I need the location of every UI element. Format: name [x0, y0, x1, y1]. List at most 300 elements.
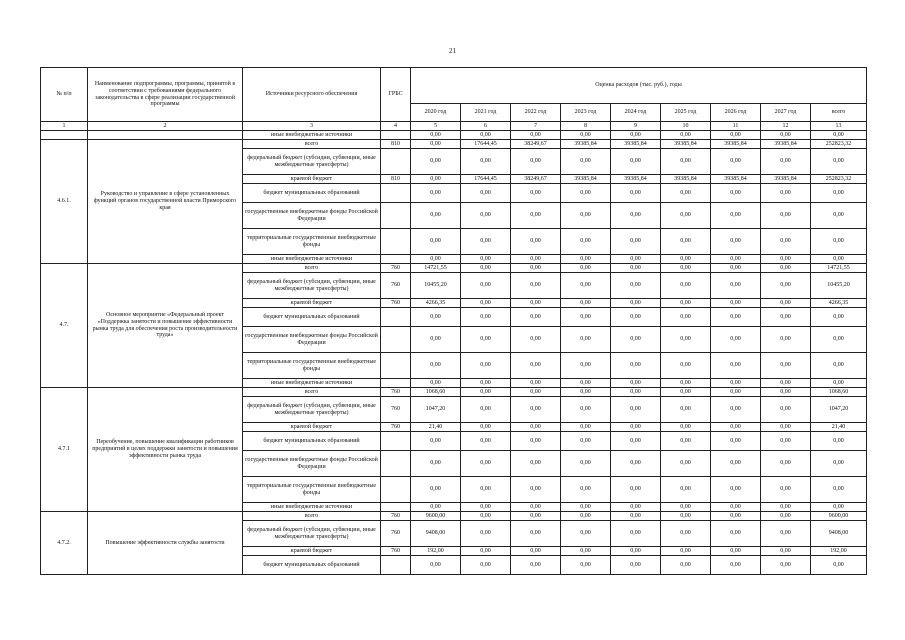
value-cell: 39385,84 [661, 175, 711, 184]
value-cell: 0,00 [511, 451, 561, 477]
header-year: 2026 год [711, 104, 761, 122]
value-cell: 0,00 [711, 388, 761, 397]
value-cell: 252823,32 [811, 140, 867, 149]
value-cell: 14721,55 [411, 264, 461, 273]
value-cell: 17644,45 [461, 140, 511, 149]
value-cell: 0,00 [461, 255, 511, 264]
value-cell: 0,00 [511, 512, 561, 521]
value-cell: 0,00 [811, 432, 867, 451]
value-cell: 0,00 [461, 388, 511, 397]
grbs-code [381, 353, 411, 379]
value-cell: 0,00 [511, 556, 561, 575]
section-number: 4.7. [41, 264, 88, 388]
funding-source: федеральный бюджет (субсидии, субвенции, иные межбюджетные трансферты) [243, 273, 381, 299]
value-cell: 0,00 [561, 353, 611, 379]
value-cell: 0,00 [611, 255, 661, 264]
section-number: 4.7.2. [41, 512, 88, 575]
value-cell: 39385,84 [711, 140, 761, 149]
grbs-code: 760 [381, 273, 411, 299]
value-cell: 10455,20 [411, 273, 461, 299]
value-cell: 0,00 [811, 131, 867, 140]
value-cell: 39385,84 [611, 140, 661, 149]
funding-source: территориальные государственные внебюджетные фонды [243, 229, 381, 255]
value-cell: 0,00 [561, 149, 611, 175]
value-cell: 0,00 [561, 273, 611, 299]
value-cell: 0,00 [411, 140, 461, 149]
value-cell: 4266,35 [811, 299, 867, 308]
grbs-code: 810 [381, 175, 411, 184]
header-index: 3 [243, 122, 381, 131]
section-number: 4.6.1. [41, 140, 88, 264]
value-cell: 0,00 [711, 397, 761, 423]
value-cell: 39385,84 [761, 140, 811, 149]
grbs-code: 760 [381, 512, 411, 521]
value-cell: 0,00 [761, 308, 811, 327]
value-cell: 0,00 [711, 423, 761, 432]
grbs-code [381, 477, 411, 503]
value-cell: 0,00 [711, 503, 761, 512]
value-cell: 0,00 [661, 521, 711, 547]
value-cell: 0,00 [611, 423, 661, 432]
value-cell: 0,00 [761, 477, 811, 503]
funding-source: бюджет муниципальных образований [243, 432, 381, 451]
value-cell: 0,00 [711, 255, 761, 264]
value-cell: 0,00 [411, 379, 461, 388]
value-cell: 0,00 [511, 131, 561, 140]
value-cell: 0,00 [511, 203, 561, 229]
value-cell: 0,00 [811, 556, 867, 575]
value-cell: 0,00 [561, 432, 611, 451]
value-cell: 0,00 [711, 521, 761, 547]
value-cell: 1047,20 [811, 397, 867, 423]
value-cell: 0,00 [611, 131, 661, 140]
grbs-code [381, 432, 411, 451]
value-cell: 0,00 [411, 131, 461, 140]
value-cell: 0,00 [761, 423, 811, 432]
value-cell: 0,00 [461, 327, 511, 353]
value-cell: 0,00 [711, 299, 761, 308]
value-cell: 0,00 [611, 184, 661, 203]
value-cell: 0,00 [611, 503, 661, 512]
value-cell: 0,00 [511, 299, 561, 308]
value-cell: 252823,32 [811, 175, 867, 184]
section-name: Руководство и управление в сфере установленных функций органов государственной власти Приморского края [88, 140, 243, 264]
value-cell: 21,40 [411, 423, 461, 432]
funding-source: федеральный бюджет (субсидии, субвенции, иные межбюджетные трансферты) [243, 149, 381, 175]
value-cell: 0,00 [561, 503, 611, 512]
value-cell: 0,00 [661, 397, 711, 423]
value-cell: 0,00 [711, 273, 761, 299]
value-cell: 0,00 [761, 547, 811, 556]
value-cell: 0,00 [661, 388, 711, 397]
value-cell: 0,00 [661, 327, 711, 353]
value-cell: 0,00 [761, 229, 811, 255]
value-cell: 0,00 [811, 353, 867, 379]
grbs-code: 760 [381, 547, 411, 556]
value-cell: 0,00 [611, 353, 661, 379]
value-cell: 0,00 [461, 299, 511, 308]
value-cell: 0,00 [761, 353, 811, 379]
header-year: 2021 год [461, 104, 511, 122]
value-cell: 0,00 [761, 512, 811, 521]
value-cell: 0,00 [461, 273, 511, 299]
value-cell: 0,00 [811, 451, 867, 477]
value-cell: 0,00 [561, 379, 611, 388]
header-index: 4 [381, 122, 411, 131]
header-estimate-group: Оценка расходов (тыс. руб.), годы [411, 68, 867, 104]
value-cell: 0,00 [611, 308, 661, 327]
funding-source: краевой бюджет [243, 547, 381, 556]
header-year: 2027 год [761, 104, 811, 122]
value-cell: 0,00 [761, 184, 811, 203]
value-cell: 1068,60 [811, 388, 867, 397]
value-cell: 0,00 [461, 308, 511, 327]
value-cell: 0,00 [461, 451, 511, 477]
value-cell: 0,00 [761, 556, 811, 575]
funding-source: государственные внебюджетные фонды Российской Федерации [243, 327, 381, 353]
funding-source: краевой бюджет [243, 299, 381, 308]
funding-source: территориальные государственные внебюджетные фонды [243, 477, 381, 503]
value-cell: 0,00 [661, 503, 711, 512]
funding-source: бюджет муниципальных образований [243, 184, 381, 203]
value-cell: 0,00 [661, 556, 711, 575]
funding-source: бюджет муниципальных образований [243, 556, 381, 575]
value-cell: 0,00 [461, 131, 511, 140]
funding-source: государственные внебюджетные фонды Российской Федерации [243, 203, 381, 229]
value-cell: 0,00 [411, 556, 461, 575]
value-cell: 0,00 [661, 308, 711, 327]
value-cell: 0,00 [711, 229, 761, 255]
header-index: 11 [711, 122, 761, 131]
grbs-code [381, 327, 411, 353]
value-cell: 0,00 [511, 432, 561, 451]
value-cell: 1068,60 [411, 388, 461, 397]
value-cell: 21,40 [811, 423, 867, 432]
funding-source: краевой бюджет [243, 175, 381, 184]
grbs-code: 760 [381, 423, 411, 432]
value-cell: 192,00 [411, 547, 461, 556]
funding-source: всего [243, 140, 381, 149]
header-index: 6 [461, 122, 511, 131]
value-cell: 0,00 [611, 379, 661, 388]
grbs-code [381, 556, 411, 575]
value-cell: 0,00 [611, 556, 661, 575]
value-cell: 0,00 [761, 397, 811, 423]
value-cell: 9600,00 [811, 512, 867, 521]
grbs-code: 760 [381, 264, 411, 273]
value-cell: 0,00 [561, 477, 611, 503]
value-cell: 0,00 [661, 477, 711, 503]
value-cell: 0,00 [561, 203, 611, 229]
row-number [41, 131, 88, 140]
value-cell: 0,00 [511, 264, 561, 273]
value-cell: 0,00 [561, 556, 611, 575]
value-cell: 0,00 [661, 131, 711, 140]
value-cell: 0,00 [761, 432, 811, 451]
value-cell: 0,00 [761, 255, 811, 264]
page-number: 21 [449, 47, 456, 55]
value-cell: 0,00 [811, 503, 867, 512]
funding-source: федеральный бюджет (субсидии, субвенции, иные межбюджетные трансферты) [243, 521, 381, 547]
value-cell: 0,00 [661, 353, 711, 379]
value-cell: 0,00 [711, 556, 761, 575]
value-cell: 0,00 [611, 149, 661, 175]
header-index: 2 [88, 122, 243, 131]
value-cell: 0,00 [761, 203, 811, 229]
funding-source: иные внебюджетные источники [243, 255, 381, 264]
value-cell: 4266,35 [411, 299, 461, 308]
value-cell: 39385,84 [611, 175, 661, 184]
value-cell: 0,00 [711, 379, 761, 388]
funding-source: краевой бюджет [243, 423, 381, 432]
table-row [41, 388, 867, 397]
value-cell: 0,00 [411, 451, 461, 477]
value-cell: 0,00 [411, 353, 461, 379]
funding-source: территориальные государственные внебюджетные фонды [243, 353, 381, 379]
header-year: всего [811, 104, 867, 122]
value-cell: 0,00 [411, 203, 461, 229]
grbs-code: 760 [381, 299, 411, 308]
value-cell: 17644,45 [461, 175, 511, 184]
value-cell: 0,00 [761, 451, 811, 477]
value-cell: 0,00 [511, 273, 561, 299]
value-cell: 0,00 [761, 503, 811, 512]
header-grbs: ГРБС [381, 68, 411, 122]
funding-source: иные внебюджетные источники [243, 379, 381, 388]
value-cell: 0,00 [811, 149, 867, 175]
value-cell: 0,00 [461, 556, 511, 575]
grbs-code [381, 503, 411, 512]
value-cell: 0,00 [561, 423, 611, 432]
funding-source: государственные внебюджетные фонды Российской Федерации [243, 451, 381, 477]
funding-source: федеральный бюджет (субсидии, субвенции, иные межбюджетные трансферты) [243, 397, 381, 423]
value-cell: 39385,84 [561, 175, 611, 184]
value-cell: 0,00 [811, 379, 867, 388]
value-cell: 0,00 [561, 388, 611, 397]
value-cell: 0,00 [661, 255, 711, 264]
funding-source: бюджет муниципальных образований [243, 308, 381, 327]
value-cell: 0,00 [611, 203, 661, 229]
value-cell: 0,00 [711, 184, 761, 203]
grbs-code [381, 379, 411, 388]
value-cell: 0,00 [611, 229, 661, 255]
header-index: 13 [811, 122, 867, 131]
value-cell: 0,00 [711, 203, 761, 229]
value-cell: 0,00 [611, 521, 661, 547]
value-cell: 0,00 [561, 308, 611, 327]
value-cell: 0,00 [461, 503, 511, 512]
value-cell: 192,00 [811, 547, 867, 556]
value-cell: 0,00 [411, 503, 461, 512]
table-row [41, 512, 867, 521]
table-row [41, 140, 867, 149]
header-index: 10 [661, 122, 711, 131]
value-cell: 0,00 [461, 184, 511, 203]
value-cell: 0,00 [811, 184, 867, 203]
value-cell: 0,00 [511, 388, 561, 397]
value-cell: 0,00 [511, 255, 561, 264]
value-cell: 0,00 [711, 131, 761, 140]
value-cell: 0,00 [411, 432, 461, 451]
table-row [41, 264, 867, 273]
value-cell: 0,00 [611, 432, 661, 451]
value-cell: 0,00 [611, 264, 661, 273]
value-cell: 1047,20 [411, 397, 461, 423]
value-cell: 0,00 [461, 521, 511, 547]
value-cell: 0,00 [411, 477, 461, 503]
value-cell: 0,00 [611, 397, 661, 423]
value-cell: 0,00 [711, 327, 761, 353]
value-cell: 0,00 [611, 547, 661, 556]
value-cell: 0,00 [661, 149, 711, 175]
value-cell: 0,00 [661, 273, 711, 299]
grbs-code: 810 [381, 140, 411, 149]
value-cell: 0,00 [811, 477, 867, 503]
value-cell: 0,00 [711, 432, 761, 451]
value-cell: 0,00 [561, 229, 611, 255]
value-cell: 0,00 [711, 353, 761, 379]
funding-source: всего [243, 388, 381, 397]
grbs-code [381, 451, 411, 477]
value-cell: 0,00 [411, 184, 461, 203]
grbs-code [381, 203, 411, 229]
value-cell: 0,00 [511, 521, 561, 547]
value-cell: 0,00 [461, 477, 511, 503]
value-cell: 0,00 [461, 423, 511, 432]
value-cell: 0,00 [761, 273, 811, 299]
value-cell: 0,00 [561, 131, 611, 140]
value-cell: 0,00 [511, 379, 561, 388]
value-cell: 0,00 [461, 229, 511, 255]
value-cell: 0,00 [761, 327, 811, 353]
header-index: 8 [561, 122, 611, 131]
value-cell: 0,00 [811, 327, 867, 353]
value-cell: 0,00 [661, 229, 711, 255]
grbs-code [381, 308, 411, 327]
budget-table [40, 67, 867, 575]
header-year: 2025 год [661, 104, 711, 122]
value-cell: 10455,20 [811, 273, 867, 299]
value-cell: 0,00 [711, 512, 761, 521]
value-cell: 38249,67 [511, 175, 561, 184]
value-cell: 0,00 [711, 149, 761, 175]
value-cell: 0,00 [761, 264, 811, 273]
value-cell: 0,00 [711, 451, 761, 477]
value-cell: 0,00 [761, 131, 811, 140]
value-cell: 0,00 [661, 299, 711, 308]
value-cell: 0,00 [511, 423, 561, 432]
header-index: 1 [41, 122, 88, 131]
value-cell: 0,00 [561, 451, 611, 477]
value-cell: 9408,00 [411, 521, 461, 547]
value-cell: 0,00 [461, 512, 511, 521]
value-cell: 0,00 [461, 432, 511, 451]
value-cell: 0,00 [511, 353, 561, 379]
header-index: 9 [611, 122, 661, 131]
value-cell: 38249,67 [511, 140, 561, 149]
value-cell: 0,00 [811, 308, 867, 327]
header-year: 2024 год [611, 104, 661, 122]
value-cell: 0,00 [661, 512, 711, 521]
header-source: Источники ресурсного обеспечения [243, 68, 381, 122]
value-cell: 39385,84 [711, 175, 761, 184]
value-cell: 0,00 [761, 299, 811, 308]
value-cell: 0,00 [411, 327, 461, 353]
value-cell: 0,00 [611, 451, 661, 477]
value-cell: 0,00 [561, 547, 611, 556]
header-index: 5 [411, 122, 461, 131]
value-cell: 0,00 [811, 229, 867, 255]
row-name [88, 131, 243, 140]
value-cell: 0,00 [661, 264, 711, 273]
header-year: 2022 год [511, 104, 561, 122]
value-cell: 0,00 [511, 184, 561, 203]
value-cell: 0,00 [411, 175, 461, 184]
value-cell: 0,00 [461, 203, 511, 229]
value-cell: 0,00 [511, 477, 561, 503]
grbs-code: 760 [381, 397, 411, 423]
value-cell: 39385,84 [661, 140, 711, 149]
value-cell: 0,00 [811, 255, 867, 264]
value-cell: 0,00 [511, 397, 561, 423]
value-cell: 0,00 [661, 547, 711, 556]
value-cell: 0,00 [561, 521, 611, 547]
value-cell: 0,00 [661, 203, 711, 229]
value-cell: 39385,84 [761, 175, 811, 184]
value-cell: 0,00 [711, 264, 761, 273]
section-name: Повышение эффективности службы занятости [88, 512, 243, 575]
value-cell: 0,00 [661, 379, 711, 388]
value-cell: 0,00 [411, 308, 461, 327]
value-cell: 0,00 [561, 255, 611, 264]
value-cell: 0,00 [461, 397, 511, 423]
value-cell: 0,00 [411, 149, 461, 175]
section-number: 4.7.1 [41, 388, 88, 512]
value-cell: 0,00 [711, 547, 761, 556]
value-cell: 0,00 [461, 149, 511, 175]
value-cell: 0,00 [611, 477, 661, 503]
value-cell: 0,00 [661, 451, 711, 477]
header-num: № п/п [41, 68, 88, 122]
value-cell: 0,00 [561, 512, 611, 521]
value-cell: 0,00 [461, 353, 511, 379]
value-cell: 0,00 [561, 327, 611, 353]
value-cell: 0,00 [711, 477, 761, 503]
value-cell: 0,00 [811, 203, 867, 229]
value-cell: 0,00 [461, 547, 511, 556]
value-cell: 0,00 [411, 229, 461, 255]
value-cell: 0,00 [411, 255, 461, 264]
value-cell: 0,00 [761, 149, 811, 175]
value-cell: 0,00 [711, 308, 761, 327]
table-row [41, 131, 867, 140]
header-index: 7 [511, 122, 561, 131]
value-cell: 9408,00 [811, 521, 867, 547]
value-cell: 0,00 [511, 503, 561, 512]
grbs-code: 760 [381, 521, 411, 547]
value-cell: 0,00 [561, 299, 611, 308]
value-cell: 0,00 [611, 299, 661, 308]
header-index: 12 [761, 122, 811, 131]
value-cell: 39385,84 [561, 140, 611, 149]
funding-source: всего [243, 512, 381, 521]
value-cell: 0,00 [611, 512, 661, 521]
value-cell: 0,00 [611, 273, 661, 299]
grbs-code [381, 184, 411, 203]
value-cell: 0,00 [511, 149, 561, 175]
value-cell: 0,00 [461, 264, 511, 273]
value-cell: 0,00 [511, 308, 561, 327]
